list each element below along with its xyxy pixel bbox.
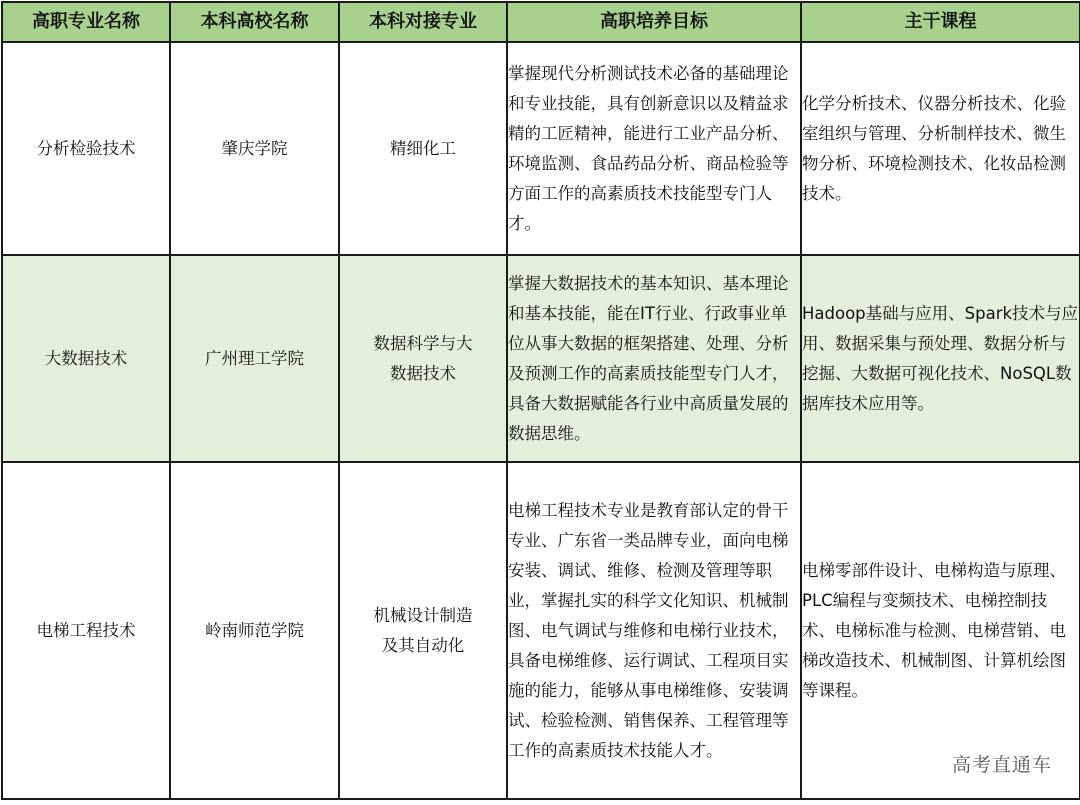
cell-training-goal: 掌握现代分析测试技术必备的基础理论和专业技能，具有创新意识以及精益求精的工匠精神，能进行工业产品分析、环境监测、食品药品分析、商品检验等方面工作的高素质技术技能型专门人才。	[507, 42, 801, 255]
watermark: 高考直通车	[951, 754, 1052, 776]
table-header-row	[2, 2, 1080, 42]
articulation-table	[1, 1, 1080, 800]
cell-main-courses: 化学分析技术、仪器分析技术、化验室组织与管理、分析制样技术、微生物分析、环境检测技术、化妆品检测技术。	[801, 42, 1080, 255]
header-university: 本科高校名称	[170, 2, 339, 42]
cell-training-goal: 掌握大数据技术的基本知识、基本理论和基本技能，能在IT行业、行政事业单位从事大数据的框架搭建、处理、分析及预测工作的高素质技能型专门人才，具备大数据赋能各行业中高质量发展的数据思维。	[507, 255, 801, 462]
cell-target-major: 精细化工	[339, 42, 507, 255]
header-training-goal: 高职培养目标	[507, 2, 801, 42]
cell-university: 广州理工学院	[170, 255, 339, 462]
cell-university: 岭南师范学院	[170, 462, 339, 799]
table-row	[2, 462, 1080, 799]
cell-main-courses: Hadoop基础与应用、Spark技术与应用、数据采集与预处理、数据分析与挖掘、大数据可视化技术、NoSQL数据库技术应用等。	[801, 255, 1080, 462]
table-row	[2, 42, 1080, 255]
header-target-major: 本科对接专业	[339, 2, 507, 42]
cell-main-courses: 电梯零部件设计、电梯构造与原理、PLC编程与变频技术、电梯控制技术、电梯标准与检测、电梯营销、电梯改造技术、机械制图、计算机绘图等课程。	[801, 462, 1080, 799]
cell-major: 分析检验技术	[2, 42, 170, 255]
cell-target-major: 数据科学与大数据技术	[339, 255, 507, 462]
cell-university: 肇庆学院	[170, 42, 339, 255]
cell-major: 大数据技术	[2, 255, 170, 462]
table-row	[2, 255, 1080, 462]
header-main-courses: 主干课程	[801, 2, 1080, 42]
cell-target-major: 机械设计制造及其自动化	[339, 462, 507, 799]
header-vocational-major: 高职专业名称	[2, 2, 170, 42]
cell-training-goal: 电梯工程技术专业是教育部认定的骨干专业、广东省一类品牌专业，面向电梯安装、调试、维修、检测及管理等职业，掌握扎实的科学文化知识、机械制图、电气调试与维修和电梯行业技术，具备电梯维修、运行调试、工程项目实施的能力，能够从事电梯维修、安装调试、检验检测、销售保养、工程管理等工作的高素质技术技能人才。	[507, 462, 801, 799]
cell-major: 电梯工程技术	[2, 462, 170, 799]
